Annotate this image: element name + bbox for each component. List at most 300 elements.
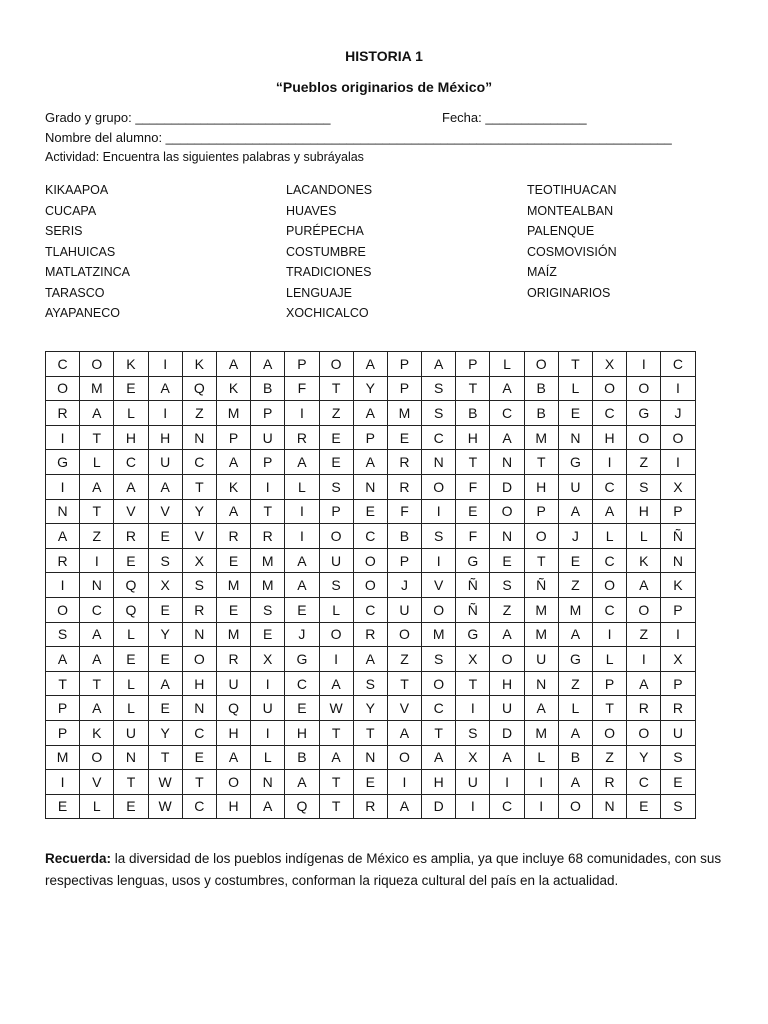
grid-cell[interactable]: O xyxy=(422,597,456,622)
grid-cell[interactable]: I xyxy=(387,770,421,795)
grid-cell[interactable]: O xyxy=(558,794,592,819)
grid-cell[interactable]: K xyxy=(114,352,148,377)
grid-cell[interactable]: A xyxy=(627,671,661,696)
grid-cell[interactable]: D xyxy=(490,720,524,745)
grid-cell[interactable]: S xyxy=(46,622,80,647)
grid-cell[interactable]: S xyxy=(422,524,456,549)
grid-cell[interactable]: N xyxy=(524,671,558,696)
grid-cell[interactable]: A xyxy=(387,720,421,745)
grid-cell[interactable]: N xyxy=(353,474,387,499)
grid-cell[interactable]: I xyxy=(490,770,524,795)
grid-cell[interactable]: T xyxy=(422,720,456,745)
grid-cell[interactable]: W xyxy=(319,696,353,721)
grid-cell[interactable]: R xyxy=(353,794,387,819)
grid-cell[interactable]: D xyxy=(422,794,456,819)
grid-cell[interactable]: I xyxy=(422,548,456,573)
grid-cell[interactable]: Y xyxy=(353,376,387,401)
grid-cell[interactable]: P xyxy=(387,352,421,377)
grid-cell[interactable]: E xyxy=(216,548,250,573)
grid-cell[interactable]: N xyxy=(593,794,627,819)
grid-cell[interactable]: Q xyxy=(285,794,319,819)
grid-cell[interactable]: X xyxy=(456,745,490,770)
grid-cell[interactable]: I xyxy=(661,622,695,647)
grid-cell[interactable]: X xyxy=(182,548,216,573)
grid-cell[interactable]: L xyxy=(114,671,148,696)
grid-cell[interactable]: S xyxy=(251,597,285,622)
grid-cell[interactable]: P xyxy=(319,499,353,524)
grid-cell[interactable]: O xyxy=(593,376,627,401)
grid-cell[interactable]: E xyxy=(387,425,421,450)
grid-cell[interactable]: V xyxy=(422,573,456,598)
grid-cell[interactable]: I xyxy=(46,770,80,795)
grid-cell[interactable]: N xyxy=(661,548,695,573)
grid-cell[interactable]: W xyxy=(148,794,182,819)
grid-cell[interactable]: E xyxy=(285,597,319,622)
grid-cell[interactable]: A xyxy=(216,352,250,377)
grid-cell[interactable]: O xyxy=(387,745,421,770)
grid-cell[interactable]: I xyxy=(627,647,661,672)
grid-cell[interactable]: M xyxy=(251,573,285,598)
grid-cell[interactable]: T xyxy=(251,499,285,524)
grid-cell[interactable]: S xyxy=(353,671,387,696)
grid-cell[interactable]: U xyxy=(251,696,285,721)
grid-cell[interactable]: P xyxy=(593,671,627,696)
grid-cell[interactable]: U xyxy=(148,450,182,475)
grid-cell[interactable]: I xyxy=(80,548,114,573)
grid-cell[interactable]: S xyxy=(148,548,182,573)
grid-cell[interactable]: O xyxy=(524,524,558,549)
grid-cell[interactable]: T xyxy=(353,720,387,745)
grid-cell[interactable]: P xyxy=(661,597,695,622)
grid-cell[interactable]: T xyxy=(114,770,148,795)
grid-cell[interactable]: C xyxy=(593,548,627,573)
grid-cell[interactable]: E xyxy=(182,745,216,770)
grid-cell[interactable]: E xyxy=(114,376,148,401)
grid-cell[interactable]: A xyxy=(558,770,592,795)
grid-cell[interactable]: G xyxy=(558,647,592,672)
grid-cell[interactable]: N xyxy=(558,425,592,450)
grid-cell[interactable]: N xyxy=(490,450,524,475)
grid-cell[interactable]: N xyxy=(182,622,216,647)
grid-cell[interactable]: E xyxy=(148,696,182,721)
grid-cell[interactable]: A xyxy=(80,696,114,721)
grid-cell[interactable]: I xyxy=(251,671,285,696)
grid-cell[interactable]: G xyxy=(558,450,592,475)
grid-cell[interactable]: R xyxy=(627,696,661,721)
grid-cell[interactable]: N xyxy=(422,450,456,475)
grid-cell[interactable]: T xyxy=(593,696,627,721)
grid-cell[interactable]: S xyxy=(422,401,456,426)
grid-cell[interactable]: B xyxy=(251,376,285,401)
grid-cell[interactable]: C xyxy=(490,794,524,819)
grid-cell[interactable]: Z xyxy=(387,647,421,672)
grid-cell[interactable]: Y xyxy=(627,745,661,770)
grid-cell[interactable]: A xyxy=(216,745,250,770)
grid-cell[interactable]: T xyxy=(80,499,114,524)
grid-cell[interactable]: E xyxy=(114,647,148,672)
grid-cell[interactable]: A xyxy=(627,573,661,598)
grid-cell[interactable]: A xyxy=(216,499,250,524)
grid-cell[interactable]: I xyxy=(456,794,490,819)
grid-cell[interactable]: L xyxy=(114,622,148,647)
grid-cell[interactable]: L xyxy=(558,376,592,401)
grid-cell[interactable]: L xyxy=(319,597,353,622)
grid-cell[interactable]: T xyxy=(456,450,490,475)
grid-cell[interactable]: Z xyxy=(593,745,627,770)
grid-cell[interactable]: N xyxy=(251,770,285,795)
grid-cell[interactable]: S xyxy=(661,794,695,819)
grid-cell[interactable]: A xyxy=(80,622,114,647)
grid-cell[interactable]: J xyxy=(661,401,695,426)
grid-cell[interactable]: T xyxy=(319,794,353,819)
grid-cell[interactable]: H xyxy=(216,794,250,819)
grid-cell[interactable]: N xyxy=(114,745,148,770)
grid-cell[interactable]: B xyxy=(387,524,421,549)
grid-cell[interactable]: S xyxy=(422,647,456,672)
grid-cell[interactable]: L xyxy=(114,696,148,721)
grid-cell[interactable]: O xyxy=(627,425,661,450)
grid-cell[interactable]: E xyxy=(148,524,182,549)
grid-cell[interactable]: C xyxy=(593,597,627,622)
grid-cell[interactable]: R xyxy=(182,597,216,622)
grado-grupo-field[interactable]: Grado y grupo: ___________________________ xyxy=(45,110,331,125)
grid-cell[interactable]: V xyxy=(148,499,182,524)
grid-cell[interactable]: Z xyxy=(490,597,524,622)
grid-cell[interactable]: P xyxy=(353,425,387,450)
grid-cell[interactable]: I xyxy=(285,499,319,524)
grid-cell[interactable]: T xyxy=(46,671,80,696)
grid-cell[interactable]: H xyxy=(456,425,490,450)
grid-cell[interactable]: H xyxy=(216,720,250,745)
grid-cell[interactable]: C xyxy=(46,352,80,377)
grid-cell[interactable]: I xyxy=(319,647,353,672)
grid-cell[interactable]: I xyxy=(285,401,319,426)
fecha-field[interactable]: Fecha: ______________ xyxy=(442,110,587,125)
grid-cell[interactable]: A xyxy=(251,794,285,819)
grid-cell[interactable]: B xyxy=(285,745,319,770)
grid-cell[interactable]: H xyxy=(285,720,319,745)
grid-cell[interactable]: U xyxy=(524,647,558,672)
grid-cell[interactable]: O xyxy=(593,573,627,598)
grid-cell[interactable]: H xyxy=(182,671,216,696)
grid-cell[interactable]: R xyxy=(593,770,627,795)
grid-cell[interactable]: I xyxy=(251,720,285,745)
grid-cell[interactable]: I xyxy=(661,450,695,475)
grid-cell[interactable]: M xyxy=(251,548,285,573)
grid-cell[interactable]: O xyxy=(627,720,661,745)
grid-cell[interactable]: K xyxy=(216,376,250,401)
grid-cell[interactable]: C xyxy=(80,597,114,622)
grid-cell[interactable]: P xyxy=(456,352,490,377)
grid-cell[interactable]: R xyxy=(661,696,695,721)
grid-cell[interactable]: F xyxy=(456,524,490,549)
grid-cell[interactable]: S xyxy=(456,720,490,745)
grid-cell[interactable]: Ñ xyxy=(456,597,490,622)
grid-cell[interactable]: Q xyxy=(216,696,250,721)
grid-cell[interactable]: O xyxy=(319,352,353,377)
grid-cell[interactable]: J xyxy=(387,573,421,598)
grid-cell[interactable]: R xyxy=(353,622,387,647)
grid-cell[interactable]: A xyxy=(80,474,114,499)
grid-cell[interactable]: I xyxy=(456,696,490,721)
grid-cell[interactable]: C xyxy=(353,524,387,549)
grid-cell[interactable]: E xyxy=(285,696,319,721)
grid-cell[interactable]: H xyxy=(148,425,182,450)
grid-cell[interactable]: E xyxy=(114,794,148,819)
grid-cell[interactable]: A xyxy=(558,622,592,647)
grid-cell[interactable]: A xyxy=(353,450,387,475)
grid-cell[interactable]: A xyxy=(558,720,592,745)
grid-cell[interactable]: E xyxy=(216,597,250,622)
grid-cell[interactable]: A xyxy=(422,352,456,377)
grid-cell[interactable]: Q xyxy=(182,376,216,401)
grid-cell[interactable]: N xyxy=(182,425,216,450)
grid-cell[interactable]: W xyxy=(148,770,182,795)
grid-cell[interactable]: P xyxy=(285,352,319,377)
grid-cell[interactable]: S xyxy=(422,376,456,401)
grid-cell[interactable]: A xyxy=(80,647,114,672)
grid-cell[interactable]: R xyxy=(216,647,250,672)
grid-cell[interactable]: O xyxy=(46,597,80,622)
grid-cell[interactable]: H xyxy=(627,499,661,524)
grid-cell[interactable]: I xyxy=(524,770,558,795)
grid-cell[interactable]: L xyxy=(490,352,524,377)
grid-cell[interactable]: U xyxy=(251,425,285,450)
grid-cell[interactable]: K xyxy=(661,573,695,598)
grid-cell[interactable]: A xyxy=(46,647,80,672)
grid-cell[interactable]: E xyxy=(46,794,80,819)
grid-cell[interactable]: R xyxy=(216,524,250,549)
grid-cell[interactable]: M xyxy=(524,720,558,745)
grid-cell[interactable]: E xyxy=(319,425,353,450)
grid-cell[interactable]: E xyxy=(148,597,182,622)
grid-cell[interactable]: G xyxy=(285,647,319,672)
grid-cell[interactable]: F xyxy=(387,499,421,524)
grid-cell[interactable]: N xyxy=(80,573,114,598)
grid-cell[interactable]: E xyxy=(148,647,182,672)
grid-cell[interactable]: H xyxy=(490,671,524,696)
grid-cell[interactable]: Q xyxy=(114,597,148,622)
grid-cell[interactable]: A xyxy=(319,745,353,770)
grid-cell[interactable]: M xyxy=(216,622,250,647)
grid-cell[interactable]: K xyxy=(216,474,250,499)
grid-cell[interactable]: C xyxy=(285,671,319,696)
grid-cell[interactable]: C xyxy=(114,450,148,475)
grid-cell[interactable]: O xyxy=(319,622,353,647)
grid-cell[interactable]: K xyxy=(182,352,216,377)
grid-cell[interactable]: A xyxy=(490,425,524,450)
grid-cell[interactable]: P xyxy=(251,450,285,475)
grid-cell[interactable]: Z xyxy=(182,401,216,426)
grid-cell[interactable]: E xyxy=(558,401,592,426)
grid-cell[interactable]: M xyxy=(524,597,558,622)
grid-cell[interactable]: E xyxy=(353,770,387,795)
grid-cell[interactable]: A xyxy=(285,450,319,475)
grid-cell[interactable]: I xyxy=(627,352,661,377)
grid-cell[interactable]: O xyxy=(46,376,80,401)
grid-cell[interactable]: O xyxy=(593,720,627,745)
grid-cell[interactable]: A xyxy=(216,450,250,475)
grid-cell[interactable]: N xyxy=(46,499,80,524)
grid-cell[interactable]: N xyxy=(353,745,387,770)
grid-cell[interactable]: I xyxy=(285,524,319,549)
nombre-alumno-field[interactable]: Nombre del alumno: ______________________________________________________________________ xyxy=(45,130,672,145)
grid-cell[interactable]: A xyxy=(148,376,182,401)
grid-cell[interactable]: T xyxy=(387,671,421,696)
grid-cell[interactable]: A xyxy=(46,524,80,549)
grid-cell[interactable]: R xyxy=(46,548,80,573)
grid-cell[interactable]: M xyxy=(524,622,558,647)
grid-cell[interactable]: I xyxy=(46,474,80,499)
grid-cell[interactable]: G xyxy=(456,548,490,573)
grid-cell[interactable]: A xyxy=(319,671,353,696)
grid-cell[interactable]: D xyxy=(490,474,524,499)
grid-cell[interactable]: Y xyxy=(353,696,387,721)
grid-cell[interactable]: V xyxy=(387,696,421,721)
grid-cell[interactable]: H xyxy=(524,474,558,499)
grid-cell[interactable]: N xyxy=(490,524,524,549)
grid-cell[interactable]: G xyxy=(456,622,490,647)
grid-cell[interactable]: O xyxy=(422,474,456,499)
grid-cell[interactable]: O xyxy=(627,597,661,622)
grid-cell[interactable]: T xyxy=(319,376,353,401)
grid-cell[interactable]: I xyxy=(46,573,80,598)
grid-cell[interactable]: U xyxy=(456,770,490,795)
grid-cell[interactable]: T xyxy=(524,450,558,475)
grid-cell[interactable]: R xyxy=(387,474,421,499)
grid-cell[interactable]: C xyxy=(593,401,627,426)
grid-cell[interactable]: J xyxy=(558,524,592,549)
grid-cell[interactable]: S xyxy=(490,573,524,598)
grid-cell[interactable]: C xyxy=(422,696,456,721)
grid-cell[interactable]: G xyxy=(46,450,80,475)
grid-cell[interactable]: J xyxy=(285,622,319,647)
grid-cell[interactable]: A xyxy=(387,794,421,819)
grid-cell[interactable]: Y xyxy=(148,622,182,647)
grid-cell[interactable]: M xyxy=(80,376,114,401)
grid-cell[interactable]: P xyxy=(216,425,250,450)
grid-cell[interactable]: B xyxy=(524,376,558,401)
grid-cell[interactable]: P xyxy=(661,671,695,696)
grid-cell[interactable]: A xyxy=(285,573,319,598)
grid-cell[interactable]: E xyxy=(456,499,490,524)
grid-cell[interactable]: O xyxy=(387,622,421,647)
grid-cell[interactable]: I xyxy=(148,401,182,426)
grid-cell[interactable]: O xyxy=(353,573,387,598)
grid-cell[interactable]: M xyxy=(558,597,592,622)
grid-cell[interactable]: T xyxy=(558,352,592,377)
grid-cell[interactable]: Z xyxy=(627,450,661,475)
grid-cell[interactable]: H xyxy=(593,425,627,450)
grid-cell[interactable]: A xyxy=(558,499,592,524)
grid-cell[interactable]: U xyxy=(661,720,695,745)
grid-cell[interactable]: Z xyxy=(558,671,592,696)
grid-cell[interactable]: L xyxy=(251,745,285,770)
grid-cell[interactable]: G xyxy=(627,401,661,426)
grid-cell[interactable]: A xyxy=(148,474,182,499)
grid-cell[interactable]: Ñ xyxy=(456,573,490,598)
grid-cell[interactable]: Q xyxy=(114,573,148,598)
grid-cell[interactable]: A xyxy=(422,745,456,770)
grid-cell[interactable]: Y xyxy=(182,499,216,524)
grid-cell[interactable]: X xyxy=(456,647,490,672)
grid-cell[interactable]: I xyxy=(593,622,627,647)
grid-cell[interactable]: C xyxy=(182,450,216,475)
grid-cell[interactable]: A xyxy=(593,499,627,524)
grid-cell[interactable]: A xyxy=(490,376,524,401)
grid-cell[interactable]: E xyxy=(558,548,592,573)
grid-cell[interactable]: P xyxy=(524,499,558,524)
grid-cell[interactable]: F xyxy=(285,376,319,401)
grid-cell[interactable]: L xyxy=(558,696,592,721)
grid-cell[interactable]: E xyxy=(353,499,387,524)
grid-cell[interactable]: T xyxy=(80,425,114,450)
grid-cell[interactable]: T xyxy=(182,770,216,795)
grid-cell[interactable]: A xyxy=(285,770,319,795)
grid-cell[interactable]: M xyxy=(216,573,250,598)
grid-cell[interactable]: H xyxy=(422,770,456,795)
grid-cell[interactable]: U xyxy=(387,597,421,622)
grid-cell[interactable]: X xyxy=(661,647,695,672)
grid-cell[interactable]: T xyxy=(456,376,490,401)
grid-cell[interactable]: T xyxy=(148,745,182,770)
grid-cell[interactable]: O xyxy=(490,499,524,524)
grid-cell[interactable]: Ñ xyxy=(524,573,558,598)
grid-cell[interactable]: O xyxy=(627,376,661,401)
grid-cell[interactable]: E xyxy=(661,770,695,795)
grid-cell[interactable]: C xyxy=(661,352,695,377)
grid-cell[interactable]: S xyxy=(319,573,353,598)
grid-cell[interactable]: Z xyxy=(80,524,114,549)
grid-cell[interactable]: O xyxy=(422,671,456,696)
grid-cell[interactable]: U xyxy=(114,720,148,745)
grid-cell[interactable]: A xyxy=(353,352,387,377)
grid-cell[interactable]: M xyxy=(216,401,250,426)
grid-cell[interactable]: C xyxy=(627,770,661,795)
grid-cell[interactable]: B xyxy=(524,401,558,426)
grid-cell[interactable]: M xyxy=(387,401,421,426)
grid-cell[interactable]: E xyxy=(319,450,353,475)
grid-cell[interactable]: Z xyxy=(319,401,353,426)
grid-cell[interactable]: N xyxy=(182,696,216,721)
grid-cell[interactable]: L xyxy=(593,524,627,549)
grid-cell[interactable]: T xyxy=(524,548,558,573)
grid-cell[interactable]: T xyxy=(80,671,114,696)
grid-cell[interactable]: A xyxy=(490,745,524,770)
grid-cell[interactable]: A xyxy=(251,352,285,377)
grid-cell[interactable]: S xyxy=(319,474,353,499)
grid-cell[interactable]: L xyxy=(80,450,114,475)
grid-cell[interactable]: Z xyxy=(627,622,661,647)
grid-cell[interactable]: I xyxy=(148,352,182,377)
grid-cell[interactable]: E xyxy=(114,548,148,573)
grid-cell[interactable]: U xyxy=(216,671,250,696)
grid-cell[interactable]: A xyxy=(80,401,114,426)
grid-cell[interactable]: X xyxy=(593,352,627,377)
grid-cell[interactable]: I xyxy=(661,376,695,401)
grid-cell[interactable]: V xyxy=(182,524,216,549)
grid-cell[interactable]: K xyxy=(80,720,114,745)
grid-cell[interactable]: S xyxy=(182,573,216,598)
grid-cell[interactable]: P xyxy=(661,499,695,524)
grid-cell[interactable]: Ñ xyxy=(661,524,695,549)
grid-cell[interactable]: I xyxy=(593,450,627,475)
grid-cell[interactable]: O xyxy=(182,647,216,672)
grid-cell[interactable]: H xyxy=(114,425,148,450)
grid-cell[interactable]: F xyxy=(456,474,490,499)
grid-cell[interactable]: U xyxy=(558,474,592,499)
grid-cell[interactable]: X xyxy=(661,474,695,499)
